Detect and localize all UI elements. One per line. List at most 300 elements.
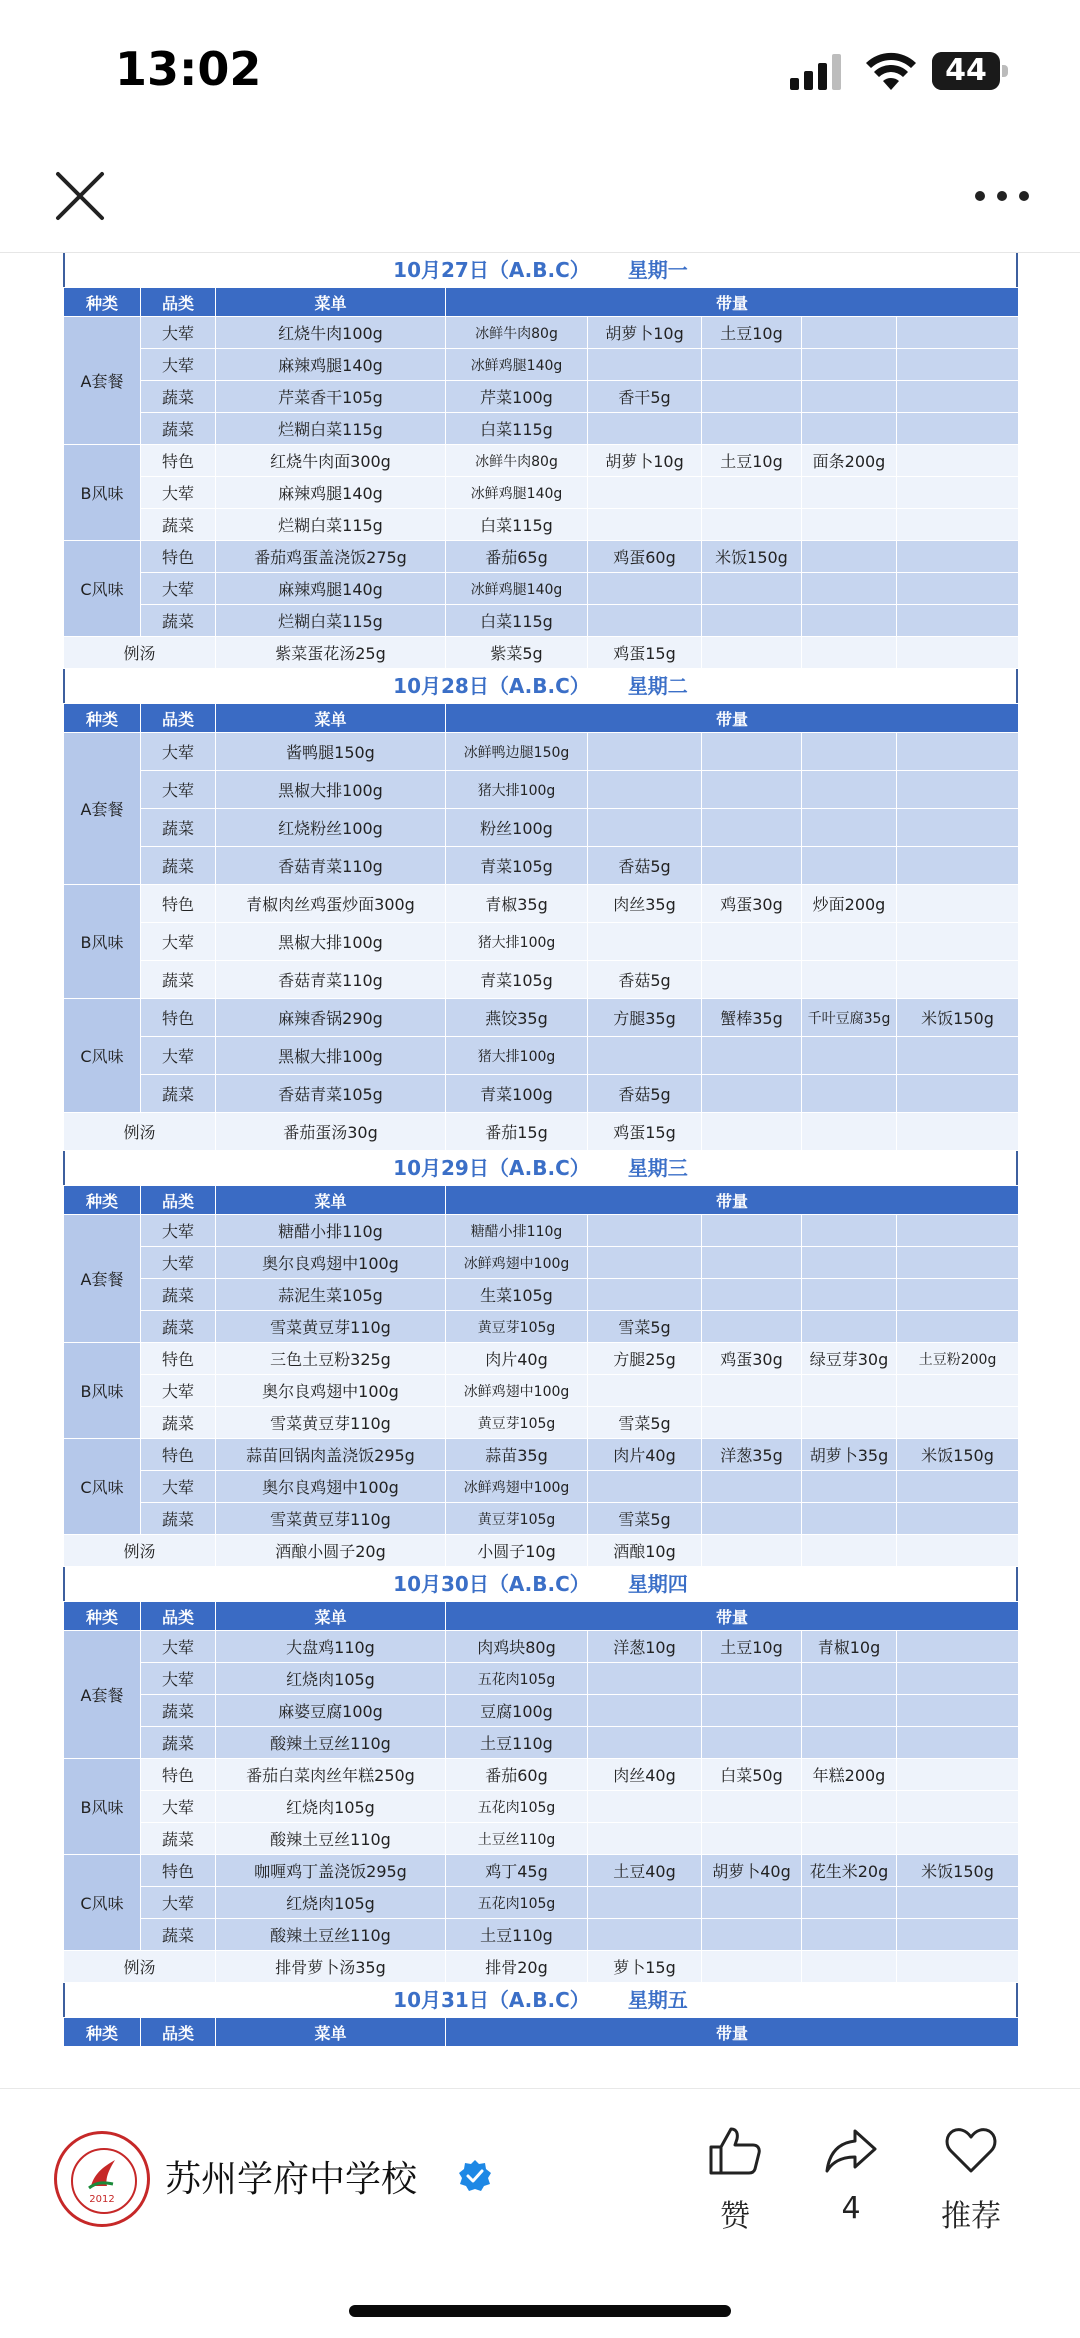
ingredient-quantity	[702, 1663, 802, 1695]
soup-dish: 番茄蛋汤30g	[216, 1113, 446, 1151]
column-header: 种类	[64, 1186, 141, 1215]
dish-name: 麻辣鸡腿140g	[216, 349, 446, 381]
ingredient-quantity	[588, 771, 702, 809]
status-bar	[0, 0, 1080, 140]
ingredient-quantity	[702, 1113, 802, 1151]
ingredient-quantity: 雪菜5g	[588, 1311, 702, 1343]
ingredient-quantity: 千叶豆腐35g	[802, 999, 897, 1037]
ingredient-quantity: 鸡蛋30g	[702, 1343, 802, 1375]
ingredient-quantity	[702, 637, 802, 669]
dish-name: 香菇青菜110g	[216, 961, 446, 999]
column-header: 菜单	[216, 1186, 446, 1215]
meal-group: A套餐	[64, 317, 141, 445]
ingredient-quantity: 猪大排100g	[446, 771, 588, 809]
dish-category: 蔬菜	[141, 1075, 216, 1113]
day-title	[63, 1567, 1018, 1601]
ingredient-quantity: 冰鲜牛肉80g	[446, 317, 588, 349]
heart-icon	[943, 2125, 999, 2177]
table-row	[64, 1631, 1019, 1663]
ingredient-quantity	[588, 733, 702, 771]
ingredient-quantity	[702, 1279, 802, 1311]
ingredient-quantity	[702, 1215, 802, 1247]
table-row	[64, 1791, 1019, 1823]
ingredient-quantity	[897, 847, 1019, 885]
ingredient-quantity	[588, 1215, 702, 1247]
dish-name: 麻辣鸡腿140g	[216, 573, 446, 605]
ingredient-quantity	[588, 1919, 702, 1951]
ingredient-quantity: 鸡蛋15g	[588, 1113, 702, 1151]
table-row	[64, 1311, 1019, 1343]
column-header: 菜单	[216, 1602, 446, 1631]
table-row	[64, 1407, 1019, 1439]
ingredient-quantity: 胡萝卜35g	[802, 1439, 897, 1471]
soup-label: 例汤	[64, 1113, 216, 1151]
ingredient-quantity: 胡萝卜10g	[588, 317, 702, 349]
meal-group: B风味	[64, 885, 141, 999]
ingredient-quantity	[702, 923, 802, 961]
dish-name: 红烧牛肉100g	[216, 317, 446, 349]
ingredient-quantity	[802, 349, 897, 381]
ingredient-quantity: 冰鲜鸡腿140g	[446, 349, 588, 381]
dish-category: 大荤	[141, 317, 216, 349]
ingredient-quantity	[897, 733, 1019, 771]
ingredient-quantity	[588, 1471, 702, 1503]
ingredient-quantity	[802, 509, 897, 541]
ingredient-quantity	[897, 1247, 1019, 1279]
ingredient-quantity: 胡萝卜10g	[588, 445, 702, 477]
top-nav	[0, 140, 1080, 253]
share-button[interactable]	[806, 2125, 896, 2226]
ingredient-quantity: 冰鲜鸡腿140g	[446, 477, 588, 509]
ingredient-quantity	[802, 1407, 897, 1439]
ingredient-quantity	[588, 349, 702, 381]
share-count: 4	[841, 2191, 861, 2226]
ingredient-quantity	[588, 1695, 702, 1727]
close-icon[interactable]	[52, 168, 108, 224]
column-header: 带量	[446, 1186, 1019, 1215]
ingredient-quantity: 土豆10g	[702, 317, 802, 349]
day-weekday: 星期三	[627, 1156, 688, 1180]
ingredient-quantity	[702, 573, 802, 605]
day-weekday: 星期五	[627, 1988, 688, 2012]
day-title	[63, 253, 1018, 287]
table-row	[64, 1823, 1019, 1855]
dish-name: 芹菜香干105g	[216, 381, 446, 413]
meal-group: A套餐	[64, 1631, 141, 1759]
column-header: 带量	[446, 288, 1019, 317]
ingredient-quantity	[588, 923, 702, 961]
ingredient-quantity: 肉片40g	[446, 1343, 588, 1375]
dish-category: 大荤	[141, 1887, 216, 1919]
ingredient-quantity: 番茄60g	[446, 1759, 588, 1791]
ingredient-quantity: 五花肉105g	[446, 1663, 588, 1695]
meal-group: C风味	[64, 1855, 141, 1951]
battery-level: 44	[945, 53, 987, 88]
share-icon	[823, 2125, 879, 2177]
dish-name: 红烧粉丝100g	[216, 809, 446, 847]
table-header	[64, 2018, 1019, 2047]
table-row	[64, 381, 1019, 413]
ingredient-quantity	[897, 771, 1019, 809]
menu-table	[63, 703, 1019, 1151]
dish-category: 特色	[141, 1343, 216, 1375]
ingredient-quantity	[802, 1215, 897, 1247]
ingredient-quantity: 面条200g	[802, 445, 897, 477]
dish-category: 大荤	[141, 1037, 216, 1075]
dish-category: 特色	[141, 999, 216, 1037]
column-header: 菜单	[216, 704, 446, 733]
dish-category: 蔬菜	[141, 1727, 216, 1759]
dish-category: 特色	[141, 445, 216, 477]
ingredient-quantity: 五花肉105g	[446, 1791, 588, 1823]
ingredient-quantity	[897, 1823, 1019, 1855]
column-header: 种类	[64, 704, 141, 733]
column-header: 品类	[141, 288, 216, 317]
ingredient-quantity	[802, 637, 897, 669]
ingredient-quantity	[897, 477, 1019, 509]
ingredient-quantity: 米饭150g	[897, 999, 1019, 1037]
ingredient-quantity: 方腿25g	[588, 1343, 702, 1375]
ingredient-quantity	[588, 1727, 702, 1759]
ingredient-quantity	[802, 381, 897, 413]
ingredient-quantity	[897, 1503, 1019, 1535]
dish-category: 蔬菜	[141, 509, 216, 541]
dish-category: 蔬菜	[141, 809, 216, 847]
dish-name: 黑椒大排100g	[216, 771, 446, 809]
dish-category: 大荤	[141, 1375, 216, 1407]
dish-name: 香菇青菜110g	[216, 847, 446, 885]
ingredient-quantity	[897, 381, 1019, 413]
ingredient-quantity: 黄豆芽105g	[446, 1311, 588, 1343]
table-row	[64, 1439, 1019, 1471]
soup-row	[64, 1113, 1019, 1151]
school-logo[interactable]	[54, 2131, 150, 2227]
ingredient-quantity: 燕饺35g	[446, 999, 588, 1037]
ingredient-quantity: 冰鲜鸡翅中100g	[446, 1471, 588, 1503]
soup-label: 例汤	[64, 637, 216, 669]
ingredient-quantity	[897, 541, 1019, 573]
ingredient-quantity: 黄豆芽105g	[446, 1503, 588, 1535]
ingredient-quantity: 黄豆芽105g	[446, 1407, 588, 1439]
school-emblem-icon	[87, 2156, 117, 2190]
ingredient-quantity: 白菜50g	[702, 1759, 802, 1791]
ingredient-quantity	[802, 1375, 897, 1407]
column-header: 带量	[446, 1602, 1019, 1631]
ingredient-quantity	[897, 1375, 1019, 1407]
weekly-menu	[63, 253, 1018, 2047]
ingredient-quantity	[802, 771, 897, 809]
ingredient-quantity	[802, 1823, 897, 1855]
dish-category: 蔬菜	[141, 1279, 216, 1311]
dish-name: 酸辣土豆丝110g	[216, 1727, 446, 1759]
ingredient-quantity	[897, 885, 1019, 923]
column-header: 种类	[64, 2018, 141, 2047]
cellular-signal-icon	[788, 52, 844, 92]
day-date: 10月30日（A.B.C）	[393, 1572, 590, 1596]
column-header: 品类	[141, 2018, 216, 2047]
dish-name: 麻辣香锅290g	[216, 999, 446, 1037]
ingredient-quantity	[802, 1887, 897, 1919]
menu-image[interactable]	[0, 253, 1080, 2088]
ingredient-quantity	[702, 1407, 802, 1439]
table-row	[64, 847, 1019, 885]
dish-category: 大荤	[141, 1631, 216, 1663]
dish-category: 特色	[141, 885, 216, 923]
account-name[interactable]: 苏州学府中学校	[165, 2159, 418, 2200]
dish-category: 大荤	[141, 349, 216, 381]
meal-group: B风味	[64, 1759, 141, 1855]
ingredient-quantity: 肉丝35g	[588, 885, 702, 923]
day-title	[63, 1983, 1018, 2017]
ingredient-quantity	[897, 1113, 1019, 1151]
dish-name: 烂糊白菜115g	[216, 605, 446, 637]
dish-name: 雪菜黄豆芽110g	[216, 1503, 446, 1535]
dish-name: 酸辣土豆丝110g	[216, 1919, 446, 1951]
ingredient-quantity	[802, 961, 897, 999]
ingredient-quantity: 炒面200g	[802, 885, 897, 923]
dish-name: 红烧肉105g	[216, 1887, 446, 1919]
ingredient-quantity	[702, 605, 802, 637]
table-row	[64, 1727, 1019, 1759]
dish-category: 蔬菜	[141, 605, 216, 637]
table-row	[64, 961, 1019, 999]
ingredient-quantity: 米饭150g	[702, 541, 802, 573]
ingredient-quantity: 冰鲜牛肉80g	[446, 445, 588, 477]
dish-category: 蔬菜	[141, 1919, 216, 1951]
table-row	[64, 1663, 1019, 1695]
table-row	[64, 1075, 1019, 1113]
ingredient-quantity: 芹菜100g	[446, 381, 588, 413]
ingredient-quantity	[702, 477, 802, 509]
soup-row	[64, 1951, 1019, 1983]
ingredient-quantity	[588, 1791, 702, 1823]
ingredient-quantity	[897, 1695, 1019, 1727]
ingredient-quantity	[588, 413, 702, 445]
ingredient-quantity: 鸡蛋60g	[588, 541, 702, 573]
table-row	[64, 605, 1019, 637]
soup-row	[64, 637, 1019, 669]
ingredient-quantity: 香干5g	[588, 381, 702, 413]
ingredient-quantity: 肉片40g	[588, 1439, 702, 1471]
dish-category: 蔬菜	[141, 847, 216, 885]
column-header: 品类	[141, 704, 216, 733]
ingredient-quantity	[897, 1791, 1019, 1823]
status-time: 13:02	[115, 42, 262, 96]
dish-name: 烂糊白菜115g	[216, 413, 446, 445]
ingredient-quantity: 土豆丝110g	[446, 1823, 588, 1855]
table-row	[64, 1759, 1019, 1791]
verified-badge-icon	[458, 2159, 492, 2193]
like-label: 赞	[720, 2199, 750, 2234]
ingredient-quantity	[702, 1075, 802, 1113]
soup-label: 例汤	[64, 1535, 216, 1567]
ingredient-quantity	[802, 923, 897, 961]
ingredient-quantity	[588, 573, 702, 605]
table-row	[64, 541, 1019, 573]
ingredient-quantity	[802, 541, 897, 573]
dish-name: 奥尔良鸡翅中100g	[216, 1375, 446, 1407]
ingredient-quantity	[702, 1887, 802, 1919]
ingredient-quantity	[702, 1919, 802, 1951]
ingredient-quantity	[897, 1279, 1019, 1311]
ingredient-quantity	[588, 1279, 702, 1311]
meal-group: C风味	[64, 541, 141, 637]
ingredient-quantity: 鸡蛋30g	[702, 885, 802, 923]
ingredient-quantity: 胡萝卜40g	[702, 1855, 802, 1887]
ingredient-quantity: 糖醋小排110g	[446, 1215, 588, 1247]
day-date: 10月27日（A.B.C）	[393, 258, 590, 282]
ingredient-quantity: 紫菜5g	[446, 637, 588, 669]
soup-dish: 排骨萝卜汤35g	[216, 1951, 446, 1983]
ingredient-quantity	[802, 1279, 897, 1311]
ingredient-quantity: 方腿35g	[588, 999, 702, 1037]
soup-dish: 酒酿小圆子20g	[216, 1535, 446, 1567]
table-row	[64, 1343, 1019, 1375]
dish-category: 特色	[141, 1855, 216, 1887]
ingredient-quantity: 萝卜15g	[588, 1951, 702, 1983]
ingredient-quantity: 酒酿10g	[588, 1535, 702, 1567]
ingredient-quantity	[897, 1663, 1019, 1695]
ingredient-quantity	[702, 1727, 802, 1759]
ingredient-quantity	[802, 733, 897, 771]
dish-category: 特色	[141, 1439, 216, 1471]
ingredient-quantity: 小圆子10g	[446, 1535, 588, 1567]
ingredient-quantity: 生菜105g	[446, 1279, 588, 1311]
table-row	[64, 477, 1019, 509]
ingredient-quantity: 鸡丁45g	[446, 1855, 588, 1887]
ingredient-quantity: 土豆40g	[588, 1855, 702, 1887]
ingredient-quantity	[702, 809, 802, 847]
ingredient-quantity	[897, 1887, 1019, 1919]
dish-name: 三色土豆粉325g	[216, 1343, 446, 1375]
ingredient-quantity	[588, 1663, 702, 1695]
dish-name: 雪菜黄豆芽110g	[216, 1407, 446, 1439]
ingredient-quantity	[588, 1247, 702, 1279]
table-row	[64, 573, 1019, 605]
like-button[interactable]	[690, 2125, 780, 2235]
ingredient-quantity	[702, 1695, 802, 1727]
ingredient-quantity	[897, 317, 1019, 349]
bottom-bar	[0, 2088, 1080, 2338]
ingredient-quantity	[802, 1727, 897, 1759]
ingredient-quantity	[897, 349, 1019, 381]
table-row	[64, 1375, 1019, 1407]
ingredient-quantity	[588, 477, 702, 509]
ingredient-quantity: 冰鲜鸭边腿150g	[446, 733, 588, 771]
ingredient-quantity	[588, 509, 702, 541]
ingredient-quantity	[702, 847, 802, 885]
table-header	[64, 1186, 1019, 1215]
soup-label: 例汤	[64, 1951, 216, 1983]
ingredient-quantity	[897, 413, 1019, 445]
day-weekday: 星期二	[627, 674, 688, 698]
ingredient-quantity	[702, 413, 802, 445]
table-row	[64, 413, 1019, 445]
ingredient-quantity: 米饭150g	[897, 1439, 1019, 1471]
ingredient-quantity: 青菜105g	[446, 847, 588, 885]
ingredient-quantity: 青菜100g	[446, 1075, 588, 1113]
more-options-icon[interactable]	[972, 182, 1032, 210]
dish-category: 蔬菜	[141, 1695, 216, 1727]
day-date: 10月31日（A.B.C）	[393, 1988, 590, 2012]
ingredient-quantity	[802, 1471, 897, 1503]
ingredient-quantity: 香菇5g	[588, 961, 702, 999]
ingredient-quantity	[702, 1503, 802, 1535]
dish-name: 黑椒大排100g	[216, 1037, 446, 1075]
dish-category: 蔬菜	[141, 961, 216, 999]
column-header: 品类	[141, 1186, 216, 1215]
column-header: 带量	[446, 2018, 1019, 2047]
ingredient-quantity	[702, 1951, 802, 1983]
table-header	[64, 1602, 1019, 1631]
dish-name: 奥尔良鸡翅中100g	[216, 1247, 446, 1279]
ingredient-quantity	[897, 1535, 1019, 1567]
table-row	[64, 1503, 1019, 1535]
dish-name: 奥尔良鸡翅中100g	[216, 1471, 446, 1503]
dish-category: 大荤	[141, 1471, 216, 1503]
ingredient-quantity	[802, 477, 897, 509]
meal-group: A套餐	[64, 733, 141, 885]
menu-table	[63, 1185, 1019, 1567]
ingredient-quantity	[802, 413, 897, 445]
table-row	[64, 1247, 1019, 1279]
ingredient-quantity: 土豆10g	[702, 1631, 802, 1663]
ingredient-quantity	[897, 1407, 1019, 1439]
table-row	[64, 1887, 1019, 1919]
ingredient-quantity: 肉鸡块80g	[446, 1631, 588, 1663]
day-title	[63, 669, 1018, 703]
day-weekday: 星期一	[627, 258, 688, 282]
table-row	[64, 1695, 1019, 1727]
dish-category: 蔬菜	[141, 1311, 216, 1343]
ingredient-quantity	[897, 509, 1019, 541]
dish-category: 大荤	[141, 1663, 216, 1695]
ingredient-quantity	[897, 1759, 1019, 1791]
ingredient-quantity	[702, 381, 802, 413]
dish-name: 大盘鸡110g	[216, 1631, 446, 1663]
ingredient-quantity	[588, 605, 702, 637]
dish-name: 烂糊白菜115g	[216, 509, 446, 541]
ingredient-quantity	[897, 1631, 1019, 1663]
ingredient-quantity	[897, 1951, 1019, 1983]
menu-table	[63, 1601, 1019, 1983]
ingredient-quantity: 猪大排100g	[446, 1037, 588, 1075]
ingredient-quantity	[702, 733, 802, 771]
recommend-button[interactable]	[926, 2125, 1016, 2235]
ingredient-quantity: 香菇5g	[588, 847, 702, 885]
home-indicator[interactable]	[349, 2305, 731, 2317]
wifi-icon	[865, 50, 917, 92]
ingredient-quantity	[897, 1311, 1019, 1343]
ingredient-quantity: 排骨20g	[446, 1951, 588, 1983]
meal-group: B风味	[64, 445, 141, 541]
table-row	[64, 1215, 1019, 1247]
table-row	[64, 885, 1019, 923]
dish-category: 大荤	[141, 573, 216, 605]
dish-category: 大荤	[141, 733, 216, 771]
ingredient-quantity: 猪大排100g	[446, 923, 588, 961]
ingredient-quantity	[588, 1887, 702, 1919]
ingredient-quantity: 番茄65g	[446, 541, 588, 573]
ingredient-quantity	[588, 809, 702, 847]
dish-category: 蔬菜	[141, 1407, 216, 1439]
ingredient-quantity	[702, 1823, 802, 1855]
ingredient-quantity: 青菜105g	[446, 961, 588, 999]
ingredient-quantity	[802, 573, 897, 605]
ingredient-quantity	[588, 1823, 702, 1855]
ingredient-quantity	[702, 1247, 802, 1279]
ingredient-quantity	[897, 573, 1019, 605]
